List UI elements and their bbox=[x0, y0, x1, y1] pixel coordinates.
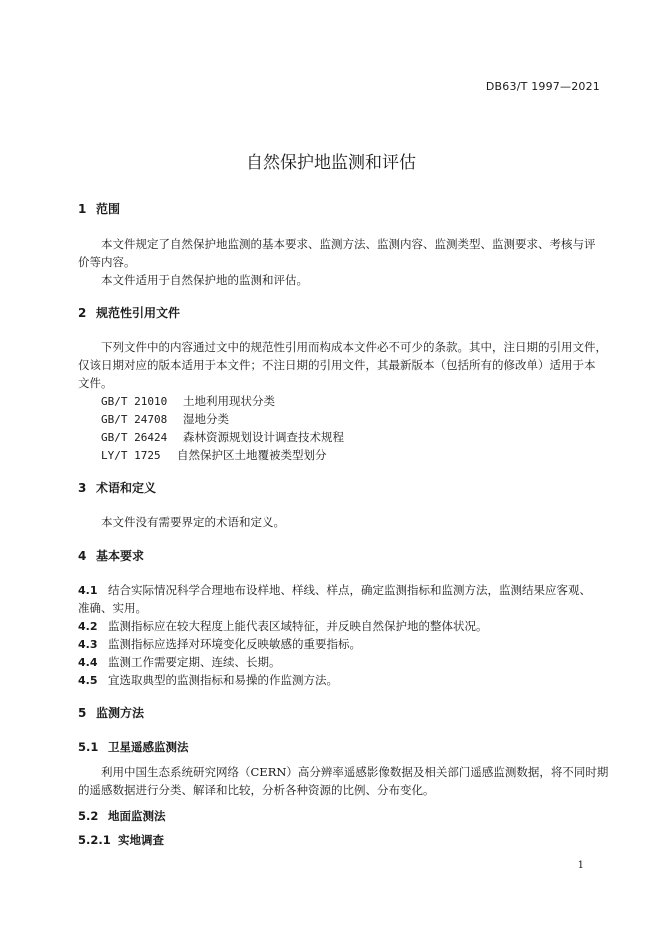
reference-item bbox=[101, 429, 344, 445]
section-2-paragraph-line-3: 文件。 bbox=[78, 376, 113, 390]
section-title: 监测方法 bbox=[96, 706, 145, 720]
reference-item bbox=[101, 411, 229, 427]
reference-code: GB/T 24708 bbox=[101, 413, 168, 426]
reference-item bbox=[101, 447, 327, 463]
section-number: 1 bbox=[78, 202, 87, 216]
subsection-title: 卫星遥感监测法 bbox=[108, 740, 189, 754]
reference-item bbox=[101, 393, 275, 409]
requirement-text: 监测指标应选择对环境变化反映敏感的重要指标。 bbox=[108, 637, 361, 651]
requirement-number: 4.3 bbox=[78, 638, 98, 651]
section-1-paragraph-2: 本文件适用于自然保护地的监测和评估。 bbox=[101, 273, 308, 287]
requirement-number: 4.2 bbox=[78, 620, 98, 633]
section-5-heading bbox=[78, 704, 144, 721]
subsection-5-2-heading bbox=[78, 808, 166, 824]
section-number: 2 bbox=[78, 306, 87, 320]
subsection-5-1-paragraph-line-2: 的遥感数据进行分类、解译和比较，分析各种资源的比例、分布变化。 bbox=[78, 783, 435, 797]
section-2-paragraph-line-1: 下列文件中的内容通过文中的规范性引用而构成本文件必不可少的条款。其中，注日期的引用文件， bbox=[101, 340, 607, 354]
section-2-paragraph-line-2: 仅该日期对应的版本适用于本文件；不注日期的引用文件，其最新版本（包括所有的修改单）适用于本 bbox=[78, 358, 596, 372]
reference-code: GB/T 26424 bbox=[101, 431, 168, 444]
subsection-number: 5.2.1 bbox=[78, 833, 111, 847]
requirement-item bbox=[78, 582, 591, 598]
requirement-text: 宜选取典型的监测指标和易操的作监测方法。 bbox=[108, 673, 338, 687]
section-3-heading bbox=[78, 479, 156, 496]
section-3-paragraph: 本文件没有需要界定的术语和定义。 bbox=[101, 515, 285, 529]
reference-code: LY/T 1725 bbox=[101, 449, 161, 462]
section-2-heading bbox=[78, 304, 180, 321]
requirement-item bbox=[78, 654, 281, 670]
requirement-item bbox=[78, 636, 361, 652]
requirement-number: 4.1 bbox=[78, 584, 98, 597]
reference-name: 土地利用现状分类 bbox=[183, 394, 275, 408]
section-title: 基本要求 bbox=[96, 549, 145, 563]
requirement-text: 结合实际情况科学合理地布设样地、样线、样点，确定监测指标和监测方法，监测结果应客观、 bbox=[108, 583, 591, 597]
section-number: 3 bbox=[78, 481, 87, 495]
section-1-paragraph-1-line-2: 价等内容。 bbox=[78, 255, 136, 269]
requirement-number: 4.4 bbox=[78, 656, 98, 669]
section-number: 5 bbox=[78, 706, 87, 720]
reference-name: 自然保护区土地覆被类型划分 bbox=[177, 448, 327, 462]
requirement-number: 4.5 bbox=[78, 674, 98, 687]
requirement-text: 监测工作需要定期、连续、长期。 bbox=[108, 655, 281, 669]
section-4-heading bbox=[78, 547, 144, 564]
section-number: 4 bbox=[78, 549, 87, 563]
subsection-5-1-heading bbox=[78, 739, 189, 755]
subsection-5-1-paragraph-line-1: 利用中国生态系统研究网络（CERN）高分辨率遥感影像数据及相关部门遥感监测数据，将不同时期 bbox=[101, 765, 609, 779]
section-title: 术语和定义 bbox=[96, 481, 157, 495]
reference-name: 森林资源规划设计调查技术规程 bbox=[183, 430, 344, 444]
section-title: 范围 bbox=[96, 202, 121, 216]
requirement-item bbox=[78, 618, 488, 634]
document-title: 自然保护地监测和评估 bbox=[246, 153, 416, 173]
requirement-text: 监测指标应在较大程度上能代表区域特征，并反映自然保护地的整体状况。 bbox=[108, 619, 488, 633]
requirement-continuation: 准确、实用。 bbox=[78, 601, 147, 615]
section-1-heading bbox=[78, 200, 120, 217]
reference-code: GB/T 21010 bbox=[101, 395, 168, 408]
subsection-number: 5.2 bbox=[78, 809, 99, 823]
subsection-title: 地面监测法 bbox=[108, 809, 166, 823]
page-number: 1 bbox=[577, 860, 584, 871]
document-code: DB63/T 1997—2021 bbox=[485, 80, 600, 93]
subsection-number: 5.1 bbox=[78, 740, 99, 754]
subsection-title: 实地调查 bbox=[118, 833, 164, 847]
subsection-5-2-1-heading bbox=[78, 832, 164, 848]
reference-name: 湿地分类 bbox=[183, 412, 229, 426]
requirement-item bbox=[78, 672, 338, 688]
section-title: 规范性引用文件 bbox=[96, 306, 181, 320]
section-1-paragraph-1-line-1: 本文件规定了自然保护地监测的基本要求、监测方法、监测内容、监测类型、监测要求、考核与评 bbox=[101, 237, 596, 251]
